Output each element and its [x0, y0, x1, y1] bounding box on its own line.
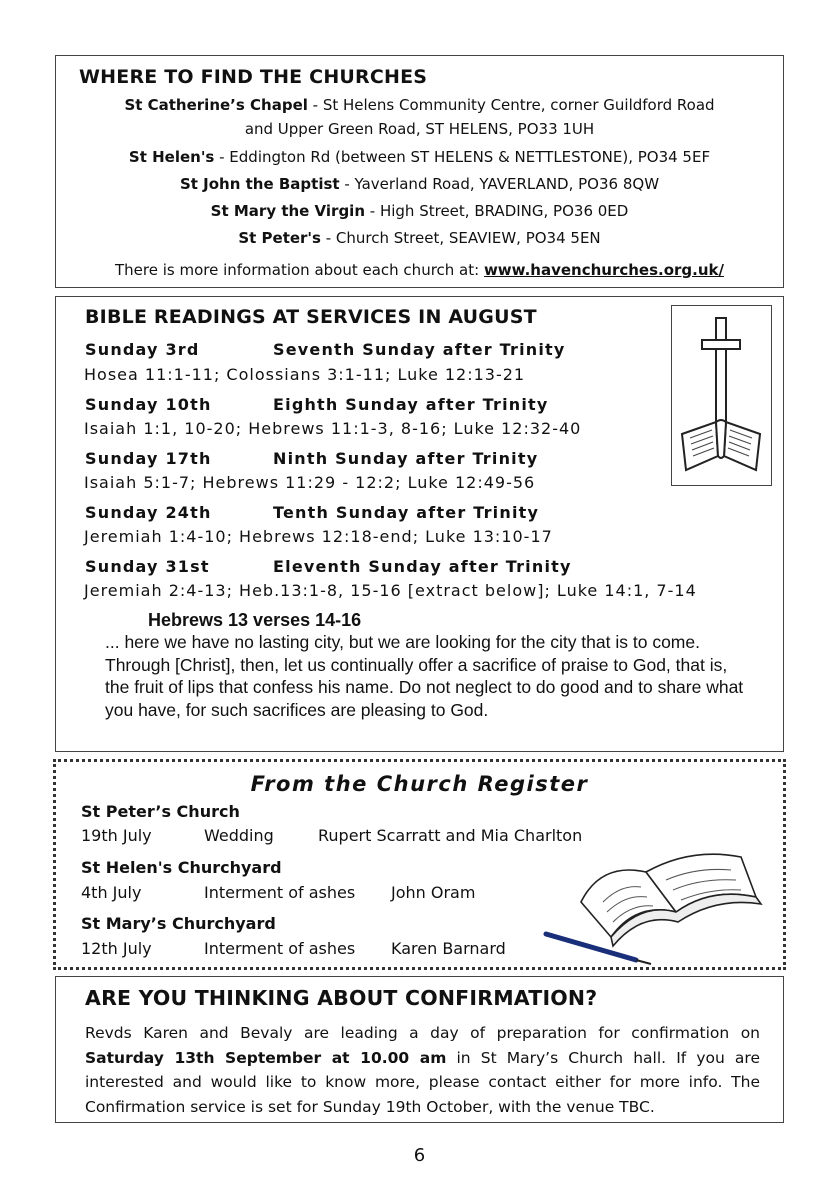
register-church: St Mary’s Churchyard: [81, 914, 276, 933]
church-line-st-catherines-cont: and Upper Green Road, ST HELENS, PO33 1UH: [244, 120, 595, 138]
sunday-name: Eighth Sunday after Trinity: [273, 395, 549, 414]
sunday-date: Sunday 10th: [85, 395, 212, 414]
confirmation-text: Revds Karen and Bevaly are leading a day of preparation for confirmation on Saturday 13th September at 10.00 am in St Mary’s Church hall. If you are interested and would like to know more, please contact either for more info. The Confirmation service is set for Sunday 19th October, with the venue TBC.: [85, 1024, 760, 1116]
church-line-st-helens: St Helen's - Eddington Rd (between ST HELENS & NETTLESTONE), PO34 5EF: [128, 148, 711, 166]
register-event: Wedding: [204, 826, 274, 845]
sunday-date: Sunday 24th: [85, 503, 212, 522]
register-date: 4th July: [81, 883, 142, 902]
open-register-book-pen-icon: [541, 842, 773, 966]
church-line-st-catherines: St Catherine’s Chapel - St Helens Community Centre, corner Guildford Road: [124, 96, 715, 114]
more-info-line: There is more information about each church at: www.havenchurches.org.uk/: [115, 261, 724, 279]
cross-bible-illustration: [671, 305, 772, 486]
register-names: Rupert Scarratt and Mia Charlton: [318, 826, 583, 845]
sunday-readings: Isaiah 5:1-7; Hebrews 11:29 - 12:2; Luke 12:49-56: [84, 473, 536, 492]
sunday-readings: Jeremiah 1:4-10; Hebrews 12:18-end; Luke 13:10-17: [84, 527, 553, 546]
church-line-st-mary: St Mary the Virgin - High Street, BRADING, PO36 0ED: [210, 202, 629, 220]
confirmation-heading: ARE YOU THINKING ABOUT CONFIRMATION?: [85, 986, 598, 1010]
churches-heading: WHERE TO FIND THE CHURCHES: [79, 66, 428, 88]
sunday-name: Ninth Sunday after Trinity: [273, 449, 539, 468]
church-line-st-peters: St Peter's - Church Street, SEAVIEW, PO34 5EN: [238, 229, 601, 247]
cross-and-bible-icon: [672, 306, 770, 484]
church-line-st-john: St John the Baptist - Yaverland Road, YAVERLAND, PO36 8QW: [179, 175, 660, 193]
sunday-readings: Hosea 11:1-11; Colossians 3:1-11; Luke 12:13-21: [84, 365, 526, 384]
sunday-date: Sunday 17th: [85, 449, 212, 468]
sunday-readings: Jeremiah 2:4-13; Heb.13:1-8, 15-16 [extract below]; Luke 14:1, 7-14: [84, 581, 697, 600]
sunday-date: Sunday 3rd: [85, 340, 200, 359]
bible-heading: BIBLE READINGS AT SERVICES IN AUGUST: [85, 306, 537, 328]
register-church: St Helen's Churchyard: [81, 858, 282, 877]
passage-text: ... here we have no lasting city, but we are looking for the city that is to come. Through [Christ], then, let us continually offer a sacrifice of praise to God, that is, the fruit of lips that confess his name. Do not neglect to do good and to share what you have, for such sacrifices are pleasing to God.: [105, 632, 744, 720]
page-number: 6: [413, 1145, 426, 1166]
confirmation-box: [55, 976, 784, 1123]
sunday-date: Sunday 31st: [85, 557, 210, 576]
register-names: Karen Barnard: [391, 939, 506, 958]
sunday-name: Seventh Sunday after Trinity: [273, 340, 566, 359]
website-link[interactable]: www.havenchurches.org.uk/: [483, 261, 724, 279]
sunday-readings: Isaiah 1:1, 10-20; Hebrews 11:1-3, 8-16; Luke 12:32-40: [84, 419, 582, 438]
sunday-name: Tenth Sunday after Trinity: [273, 503, 540, 522]
register-date: 19th July: [81, 826, 152, 845]
register-church: St Peter’s Church: [81, 802, 240, 821]
register-title: From the Church Register: [250, 772, 589, 796]
register-event: Interment of ashes: [204, 939, 356, 958]
passage-title: Hebrews 13 verses 14-16: [148, 610, 362, 630]
bible-readings-box: [55, 296, 784, 752]
churches-locations-box: [55, 55, 784, 288]
register-names: John Oram: [391, 883, 476, 902]
church-register-box: [53, 759, 786, 970]
register-event: Interment of ashes: [204, 883, 356, 902]
sunday-name: Eleventh Sunday after Trinity: [273, 557, 572, 576]
register-date: 12th July: [81, 939, 152, 958]
